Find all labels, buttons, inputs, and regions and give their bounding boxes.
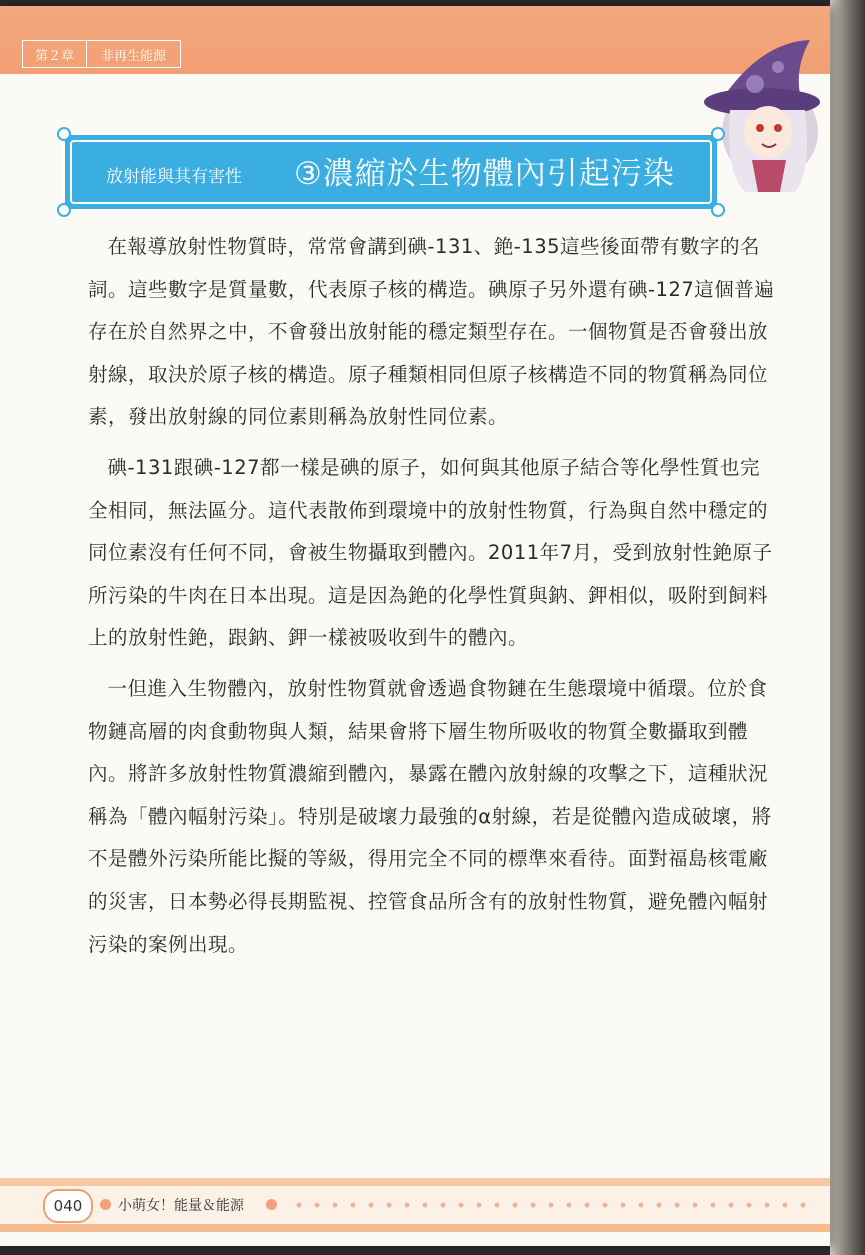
corner-dot (711, 127, 725, 141)
section-subtitle: 放射能與其有害性 (106, 167, 242, 187)
corner-dot (711, 203, 725, 217)
paragraph: 在報導放射性物質時，常常會講到碘-131、銫-135這些後面帶有數字的名詞。這些數字是質量數，代表原子核的構造。碘原子另外還有碘-127這個普遍存在於自然界之中，不會發出放射能的穩定類型存在。一個物質是否會發出放射線，取決於原子核的構造。原子種類相同但原子核構造不同的物質稱為同位素，發出放射線的同位素則稱為放射性同位素。 (88, 235, 775, 429)
chapter-tab (22, 40, 181, 68)
chapter-name: 非再生能源 (101, 48, 167, 64)
chapter-number: 第２章 (23, 41, 87, 67)
footer-bullet (100, 1199, 111, 1210)
section-title: ③濃縮於生物體內引起污染 (294, 156, 675, 192)
page-number: 040 (43, 1189, 93, 1223)
book-page (0, 6, 830, 1246)
corner-dot (57, 203, 71, 217)
footer-bullet (266, 1199, 277, 1210)
paragraph: 一但進入生物體內，放射性物質就會透過食物鏈在生態環境中循環。位於食物鏈高層的肉食動物與人類，結果會將下層生物所吸收的物質全數攝取到體內。將許多放射性物質濃縮到體內，暴露在體內放射線的攻擊之下，這種狀況稱為「體內幅射污染」。特別是破壞力最強的α射線，若是從體內造成破壞，將不是體外污染所能比擬的等級，得用完全不同的標準來看待。面對福島核電廠的災害，日本勢必得長期監視、控管食品所含有的放射性物質，避免體內幅射污染的案例出現。 (88, 676, 772, 956)
section-title-bar (62, 132, 720, 212)
paragraph: 碘-131跟碘-127都一樣是碘的原子，如何與其他原子結合等化學性質也完全相同，無法區分。這代表散佈到環境中的放射性物質，行為與自然中穩定的同位素沒有任何不同，會被生物攝取到體內。2011年7月，受到放射性銫原子所污染的牛肉在日本出現。這是因為銫的化學性質與鈉、鉀相似，吸附到飼料上的放射性銫，跟鈉、鉀一樣被吸收到牛的體內。 (88, 455, 773, 650)
body-text (88, 226, 778, 974)
book-title: 小萌女！能量＆能源 (118, 1198, 244, 1214)
book-spine-shadow (830, 0, 865, 1255)
corner-dot (57, 127, 71, 141)
footer-dotted-line (290, 1202, 810, 1208)
